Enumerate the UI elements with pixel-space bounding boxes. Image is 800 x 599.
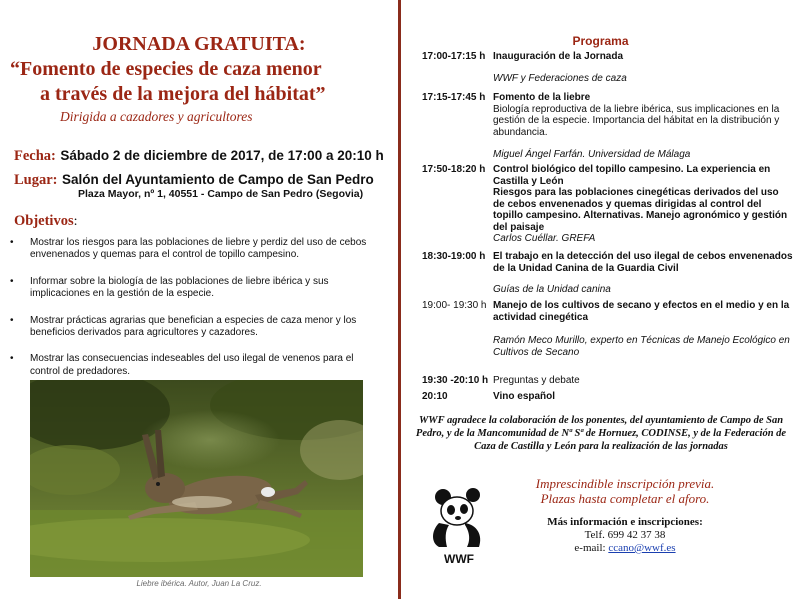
schedule-time: 18:30-19:00 h xyxy=(422,251,486,262)
speaker-text: Guías de la Unidad canina xyxy=(493,284,611,295)
objetivos-colon: : xyxy=(73,214,78,229)
inscription-note xyxy=(470,476,780,506)
email-label: e-mail: xyxy=(574,542,609,554)
photo-caption: Liebre ibérica. Autor, Juan La Cruz. xyxy=(136,579,262,588)
schedule-item xyxy=(493,251,793,274)
schedule-text: Preguntas y debate xyxy=(493,375,580,386)
schedule-text: Control biológico del topillo campesino. La experiencia en Castilla y León xyxy=(493,164,771,187)
acknowledgements: WWF agradece la colaboración de los ponentes, del ayuntamiento de Campo de San Pedro, y de la Mancomunidad de Nª Sª de Hornuez, CODINSE, y de la Federación de Caza de Castilla y León para la realización de las jornadas xyxy=(415,415,787,452)
wwf-logo-text: WWF xyxy=(444,552,474,566)
schedule-item xyxy=(493,92,793,138)
schedule-time: 19:00- 19:30 h xyxy=(422,300,487,311)
schedule-text: Manejo de los cultivos de secano y efectos en el medio y en la actividad cinegética xyxy=(493,300,790,323)
objective-item xyxy=(10,353,370,378)
schedule-time: 20:10 xyxy=(422,391,448,402)
lugar-row xyxy=(14,171,374,189)
event-title-line2: “Fomento de especies de caza menor xyxy=(10,58,322,80)
objective-text: Informar sobre la biología de las poblaciones de liebre ibérica y sus implicaciones en la gestión de la especie. xyxy=(30,275,329,300)
objective-text: Mostrar los riesgos para las poblaciones de liebre y perdiz del uso de cebos envenenados y quemas para el control de topillo campesino. xyxy=(30,237,367,261)
email-link[interactable]: ccano@wwf.es xyxy=(608,542,676,554)
schedule-description: Biología reproductiva de la liebre ibérica, sus implicaciones en la gestión de la especie. Importancia del hábitat en la distribución y abundancia. xyxy=(493,103,780,138)
lugar-label: Lugar: xyxy=(14,172,58,188)
programa-title: Programa xyxy=(572,34,629,48)
schedule-item xyxy=(493,375,793,387)
schedule-item xyxy=(493,164,793,234)
objective-text: Mostrar prácticas agrarias que benefician a especies de caza menor y los beneficios derivados para agricultores y cazadores. xyxy=(30,314,357,339)
objective-item xyxy=(10,276,370,301)
address: Plaza Mayor, nº 1, 40551 - Campo de San Pedro (Segovia) xyxy=(78,188,364,200)
schedule-item xyxy=(493,51,793,63)
fecha-row xyxy=(14,147,384,165)
objetivos-label: Objetivos xyxy=(14,213,74,229)
email-row xyxy=(480,542,770,555)
schedule-speaker xyxy=(493,335,793,358)
schedule-item xyxy=(493,391,793,403)
schedule-time: 17:50-18:20 h xyxy=(422,164,486,175)
speaker-text: Miguel Ángel Farfán. Universidad de Málaga xyxy=(493,149,691,160)
schedule-speaker xyxy=(493,73,793,85)
speaker-text: Carlos Cuéllar. GREFA xyxy=(493,233,596,244)
schedule-text: El trabajo en la detección del uso ilegal de cebos envenenados de la Unidad Canina de la Guardia Civil xyxy=(493,251,793,274)
schedule-text: Vino español xyxy=(493,391,556,402)
schedule-time: 19:30 -20:10 h xyxy=(422,375,489,386)
inscription-line2: Plazas hasta completar el aforo. xyxy=(540,491,710,506)
inscription-line1: Imprescindible inscripción previa. xyxy=(535,476,715,491)
info-title: Más información e inscripciones: xyxy=(547,516,703,528)
objective-item xyxy=(10,237,370,262)
hare-photo xyxy=(30,380,363,577)
speaker-text: Ramón Meco Murillo, experto en Técnicas de Manejo Ecológico en Cultivos de Secano xyxy=(493,335,790,358)
schedule-text: Inauguración de la Jornada xyxy=(493,51,624,62)
contact-info xyxy=(480,516,770,555)
fecha-value: Sábado 2 de diciembre de 2017, de 17:00 a 20:10 h xyxy=(60,148,384,163)
objectives-list xyxy=(10,237,370,392)
objective-text: Mostrar las consecuencias indeseables del uso ilegal de venenos para el control de predadores. xyxy=(30,353,354,377)
event-subtitle: Dirigida a cazadores y agricultores xyxy=(60,109,253,124)
objetivos-heading xyxy=(14,212,78,230)
schedule-item xyxy=(493,300,793,323)
bullet-icon: • xyxy=(10,237,14,248)
bullet-icon: • xyxy=(10,314,14,326)
schedule-time: 17:00-17:15 h xyxy=(422,51,486,62)
schedule-text: Fomento de la liebre xyxy=(493,92,591,103)
schedule-speaker xyxy=(493,284,793,296)
schedule-time: 17:15-17:45 h xyxy=(422,92,486,103)
column-divider xyxy=(398,0,401,599)
fecha-label: Fecha: xyxy=(14,148,56,164)
objective-item xyxy=(10,315,370,340)
bullet-icon: • xyxy=(10,353,14,365)
event-title-line3: a través de la mejora del hábitat” xyxy=(40,83,326,105)
phone: Telf. 699 42 37 38 xyxy=(584,529,666,541)
speaker-text: WWF y Federaciones de caza xyxy=(493,73,627,84)
event-title-line1: JORNADA GRATUITA: xyxy=(92,33,306,55)
schedule-speaker xyxy=(493,233,793,245)
schedule-speaker xyxy=(493,149,793,161)
schedule-description: Riesgos para las poblaciones cinegéticas derivados del uso de cebos envenenados y quemas dirigidas al control del topillo campesino. Alternativas. Manejo agronómico y gestión del paisaje xyxy=(493,187,788,233)
lugar-value: Salón del Ayuntamiento de Campo de San Pedro xyxy=(61,172,374,187)
bullet-icon: • xyxy=(10,275,14,287)
